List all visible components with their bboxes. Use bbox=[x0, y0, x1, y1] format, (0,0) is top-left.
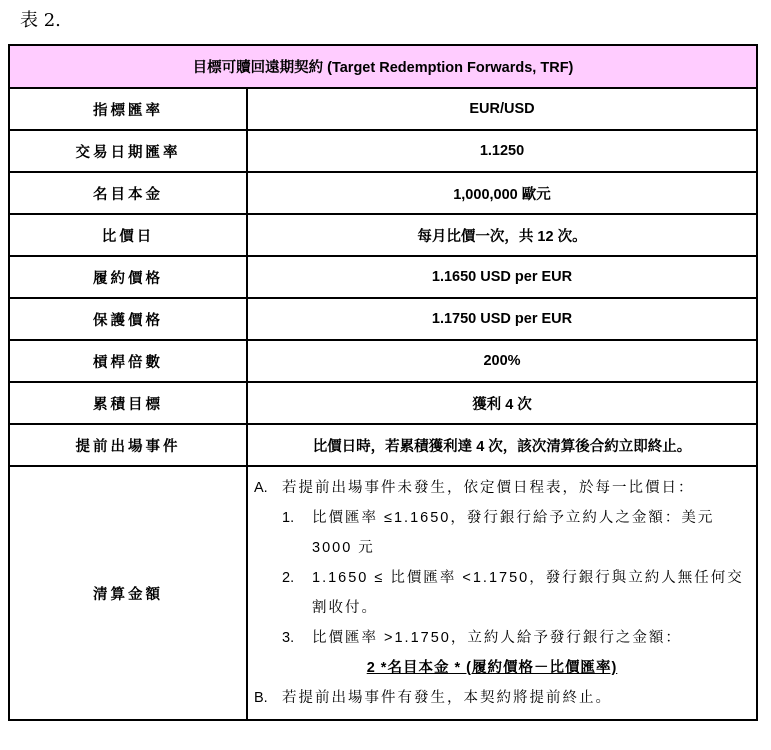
row-label: 保護價格 bbox=[9, 298, 247, 340]
sub-item-number: 3. bbox=[282, 630, 295, 646]
table-title: 目標可贖回遠期契約 (Target Redemption Forwards, TRF) bbox=[9, 45, 757, 88]
row-label: 提前出場事件 bbox=[9, 424, 247, 466]
row-value: 每月比價一次，共 12 次。 bbox=[247, 214, 757, 256]
row-label: 名目本金 bbox=[9, 172, 247, 214]
sub-item-number: 2. bbox=[282, 570, 295, 586]
table-row bbox=[9, 88, 757, 130]
row-value: 1.1650 USD per EUR bbox=[247, 256, 757, 298]
clause-marker: B. bbox=[254, 690, 268, 706]
table-caption: 表 2. bbox=[20, 10, 61, 31]
sub-item-continuation: 割收付。 bbox=[312, 600, 378, 616]
row-value: 獲利 4 次 bbox=[247, 382, 757, 424]
row-value: 1,000,000 歐元 bbox=[247, 172, 757, 214]
table-row bbox=[9, 340, 757, 382]
table-row bbox=[9, 172, 757, 214]
table-row bbox=[9, 382, 757, 424]
settlement-label: 清算金額 bbox=[9, 466, 247, 720]
settlement-row bbox=[9, 466, 757, 720]
table-row bbox=[9, 424, 757, 466]
sub-item-continuation: 3000 元 bbox=[312, 540, 375, 556]
clause-b bbox=[254, 683, 750, 713]
sub-item bbox=[254, 623, 750, 653]
table-header-row bbox=[9, 45, 757, 88]
row-label: 指標匯率 bbox=[9, 88, 247, 130]
sub-item-text: 比價匯率 >1.1750，立約人給予發行銀行之金額： bbox=[312, 630, 682, 646]
row-value: 1.1750 USD per EUR bbox=[247, 298, 757, 340]
table-row bbox=[9, 256, 757, 298]
sub-item-text: 比價匯率 ≤1.1650，發行銀行給予立約人之金額：美元 bbox=[312, 510, 715, 526]
clause-a bbox=[254, 473, 750, 503]
sub-item-text: 1.1650 ≤ 比價匯率 <1.1750，發行銀行與立約人無任何交 bbox=[312, 570, 744, 586]
settlement-content bbox=[247, 466, 757, 720]
settlement-formula: 2 *名目本金 * (履約價格－比價匯率) bbox=[366, 660, 618, 676]
trf-table bbox=[8, 44, 758, 721]
clause-text: 若提前出場事件有發生，本契約將提前終止。 bbox=[282, 690, 612, 706]
row-label: 交易日期匯率 bbox=[9, 130, 247, 172]
table-row bbox=[9, 214, 757, 256]
row-label: 累積目標 bbox=[9, 382, 247, 424]
table-row bbox=[9, 298, 757, 340]
row-label: 履約價格 bbox=[9, 256, 247, 298]
sub-item bbox=[254, 563, 750, 593]
row-value: 比價日時，若累積獲利達 4 次，該次清算後合約立即終止。 bbox=[247, 424, 757, 466]
clause-marker: A. bbox=[254, 480, 268, 496]
table-row bbox=[9, 130, 757, 172]
sub-item-number: 1. bbox=[282, 510, 295, 526]
row-label: 槓桿倍數 bbox=[9, 340, 247, 382]
row-label: 比價日 bbox=[9, 214, 247, 256]
row-value: 200% bbox=[247, 340, 757, 382]
row-value: EUR/USD bbox=[247, 88, 757, 130]
sub-item bbox=[254, 503, 750, 533]
clause-text: 若提前出場事件未發生，依定價日程表，於每一比價日： bbox=[282, 480, 695, 496]
row-value: 1.1250 bbox=[247, 130, 757, 172]
